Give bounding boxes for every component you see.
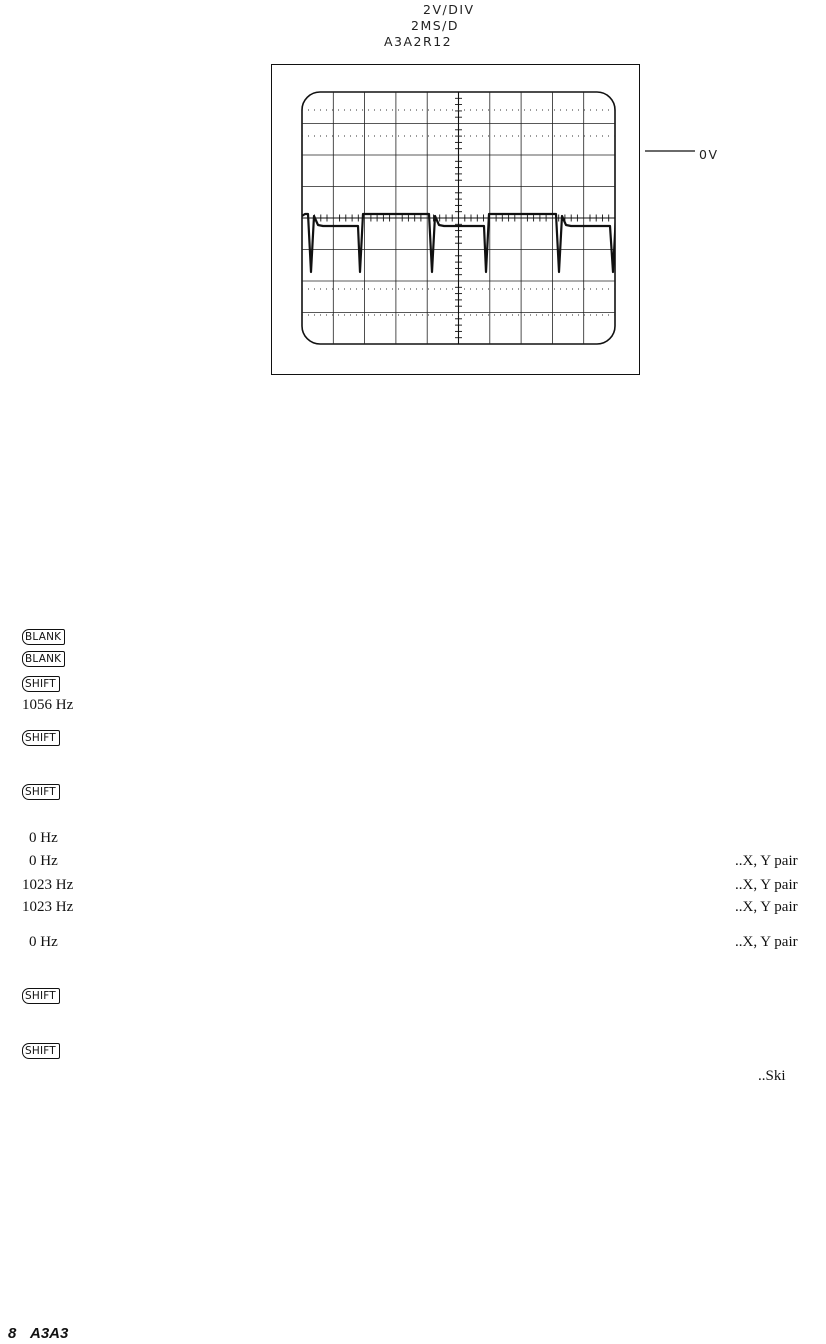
step-value: 1023 Hz <box>22 899 74 915</box>
shift-key: SHIFT <box>22 988 60 1004</box>
shift-key: SHIFT <box>22 784 60 800</box>
step-value: 0 Hz <box>29 830 58 846</box>
step-value: 1023 Hz <box>22 877 74 893</box>
blank-key: BLANK <box>22 629 65 645</box>
zero-volt-marker-line <box>645 145 695 157</box>
page-number: 8 <box>8 1325 17 1342</box>
blank-key: BLANK <box>22 651 65 667</box>
shift-key: SHIFT <box>22 676 60 692</box>
oscilloscope-screen <box>271 64 641 376</box>
zero-volt-label: 0V <box>699 147 719 162</box>
volts-per-div-label: 2V/DIV <box>423 2 475 17</box>
step-note: ..X, Y pair <box>735 877 798 893</box>
test-point-label: A3A2R12 <box>384 34 453 49</box>
section-label: A3A3 <box>30 1325 69 1342</box>
step-value: 0 Hz <box>29 934 58 950</box>
step-note: ..X, Y pair <box>735 853 798 869</box>
step-value: 1056 Hz <box>22 697 74 713</box>
step-note: ..X, Y pair <box>735 899 798 915</box>
time-per-div-label: 2MS/D <box>411 18 460 33</box>
shift-key: SHIFT <box>22 730 60 746</box>
shift-key: SHIFT <box>22 1043 60 1059</box>
step-note: ..Ski <box>758 1068 786 1084</box>
step-value: 0 Hz <box>29 853 58 869</box>
step-note: ..X, Y pair <box>735 934 798 950</box>
